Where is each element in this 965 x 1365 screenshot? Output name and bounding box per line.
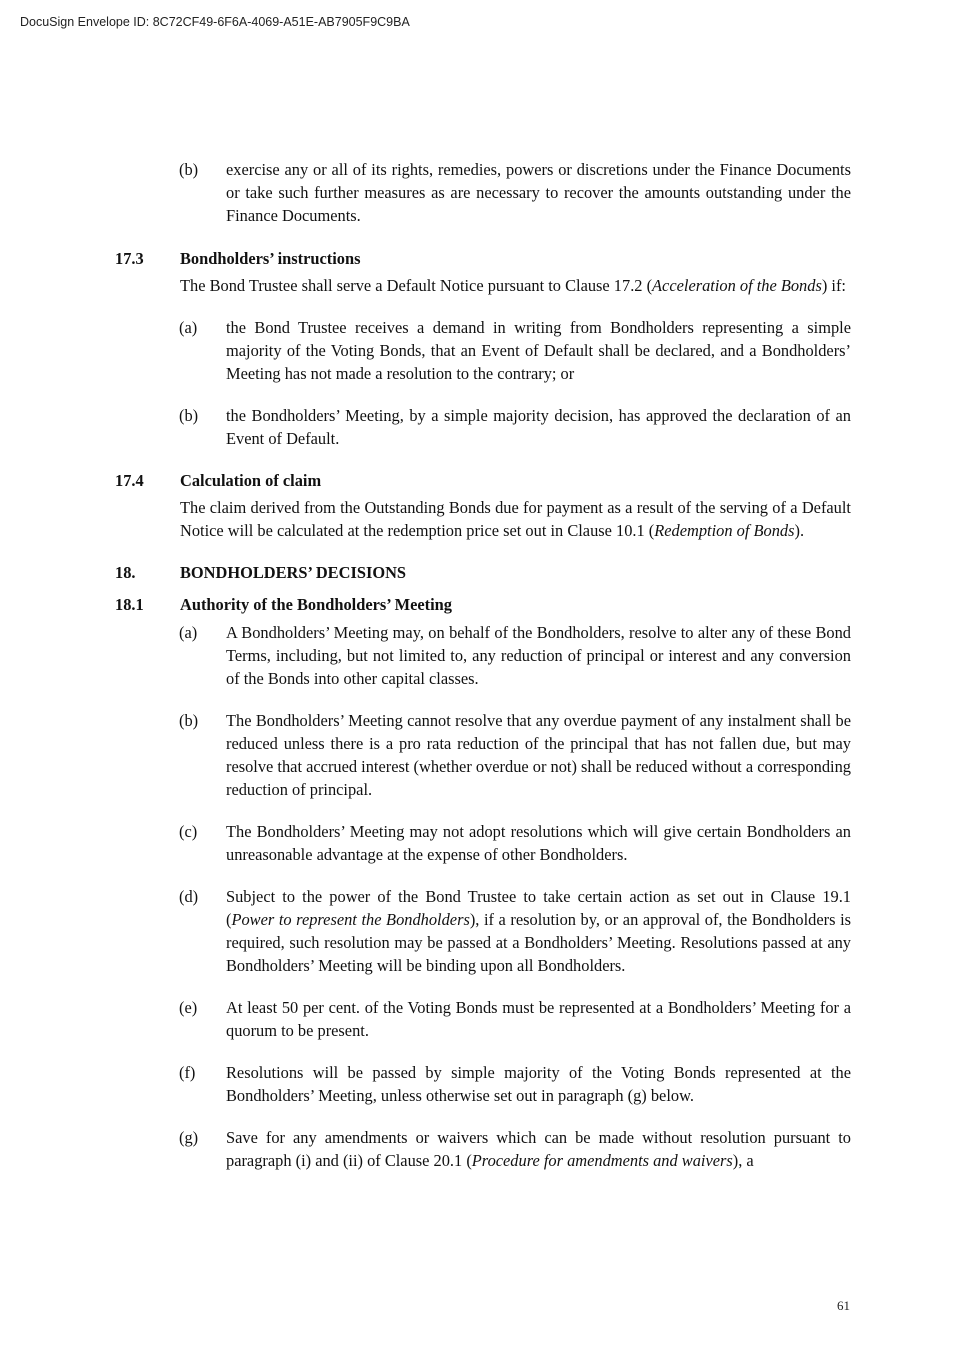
item-text: exercise any or all of its rights, remedies, powers or discretions under the Finance Documents or take such further measures as are necessary to recover the amounts outstanding under the Finance Documents. [226, 160, 851, 225]
clause-item-c [115, 820, 851, 866]
clause-item-e [115, 996, 851, 1042]
section-heading-17-3 [115, 247, 851, 270]
item-text: At least 50 per cent. of the Voting Bonds must be represented at a Bondholders’ Meeting for a quorum to be present. [226, 998, 851, 1040]
section-heading-18-1 [115, 593, 851, 616]
section-heading-18 [115, 561, 851, 584]
item-label: (a) [179, 318, 198, 337]
claim-text: The claim derived from the Outstanding Bonds due for payment as a result of the serving of a Default Notice will be calculated at the redemption price set out in Clause 10.1 ( [180, 498, 851, 540]
claim-reference: Redemption of Bonds [654, 521, 795, 540]
section-heading-17-4 [115, 469, 851, 492]
item-text: The Bondholders’ Meeting may not adopt resolutions which will give certain Bondholders an unreasonable advantage at the expense of other Bondholders. [226, 822, 851, 864]
item-label: (a) [179, 623, 198, 642]
clause-item-f [115, 1061, 851, 1107]
item-label: (b) [179, 406, 199, 425]
item-label: (d) [179, 887, 199, 906]
clause-item-b [115, 709, 851, 801]
item-label: (b) [179, 160, 199, 179]
item-text: Resolutions will be passed by simple majority of the Voting Bonds represented at the Bondholders’ Meeting, unless otherwise set out in paragraph (g) below. [226, 1063, 851, 1105]
section-number: 18. [115, 563, 136, 582]
section-17-3-intro [115, 274, 851, 297]
clause-item-a [115, 316, 851, 385]
item-text-end: ), if a resolution by, or an approval of, the Bondholders is required, such resolution may be passed at a Bondholders’ Meeting. Resolutions passed at any Bondholders’ Meeting will be binding upon all Bondholders. [226, 910, 851, 975]
item-label: (e) [179, 998, 198, 1017]
clause-item-b [115, 158, 851, 227]
item-text-start: Subject to the power of the Bond Trustee to take certain action as set out in Clause 19.1 ( [226, 887, 851, 929]
intro-text: The Bond Trustee shall serve a Default Notice pursuant to Clause 17.2 ( [180, 276, 653, 295]
clause-item-g [115, 1126, 851, 1172]
item-text: the Bondholders’ Meeting, by a simple majority decision, has approved the declaration of an Event of Default. [226, 406, 851, 448]
section-17-4-text [115, 496, 851, 542]
item-label: (c) [179, 822, 198, 841]
item-label: (f) [179, 1063, 196, 1082]
intro-reference: Acceleration of the Bonds [652, 276, 822, 295]
section-number: 17.4 [115, 471, 144, 490]
item-reference: Procedure for amendments and waivers [471, 1151, 733, 1170]
item-reference: Power to represent the Bondholders [231, 910, 470, 929]
claim-text-end: ). [794, 521, 805, 540]
item-text: The Bondholders’ Meeting cannot resolve that any overdue payment of any instalment shall be reduced unless there is a pro rata reduction of the principal that has not fallen due, but may resolve that accrued interest (whether overdue or not) shall be reduced without a corresponding reduction of principal. [226, 711, 851, 799]
item-label: (b) [179, 711, 199, 730]
section-number: 17.3 [115, 249, 144, 268]
section-number: 18.1 [115, 595, 144, 614]
intro-text-end: ) if: [821, 276, 846, 295]
section-title: Authority of the Bondholders’ Meeting [180, 595, 452, 614]
clause-item-a [115, 621, 851, 690]
section-title: Calculation of claim [180, 471, 322, 490]
clause-item-b [115, 404, 851, 450]
item-text-start: Save for any amendments or waivers which can be made without resolution pursuant to paragraph (i) and (ii) of Clause 20.1 ( [226, 1128, 851, 1170]
item-label: (g) [179, 1128, 199, 1147]
item-text [226, 1128, 851, 1170]
item-text-end: ), a [732, 1151, 754, 1170]
clause-item-d [115, 885, 851, 977]
page-number: 61 [837, 1298, 850, 1313]
section-title: Bondholders’ instructions [180, 249, 361, 268]
item-text [226, 887, 851, 975]
document-body [115, 158, 851, 1172]
envelope-id: DocuSign Envelope ID: 8C72CF49-6F6A-4069-A51E-AB7905F9C9BA [20, 15, 410, 29]
item-text: A Bondholders’ Meeting may, on behalf of the Bondholders, resolve to alter any of these Bond Terms, including, but not limited to, any reduction of principal or interest and any conversion of the Bonds into other capital classes. [226, 623, 851, 688]
item-text: the Bond Trustee receives a demand in writing from Bondholders representing a simple majority of the Voting Bonds, that an Event of Default shall be declared, and a Bondholders’ Meeting has not made a resolution to the contrary; or [226, 318, 851, 383]
section-title: BONDHOLDERS’ DECISIONS [180, 563, 407, 582]
